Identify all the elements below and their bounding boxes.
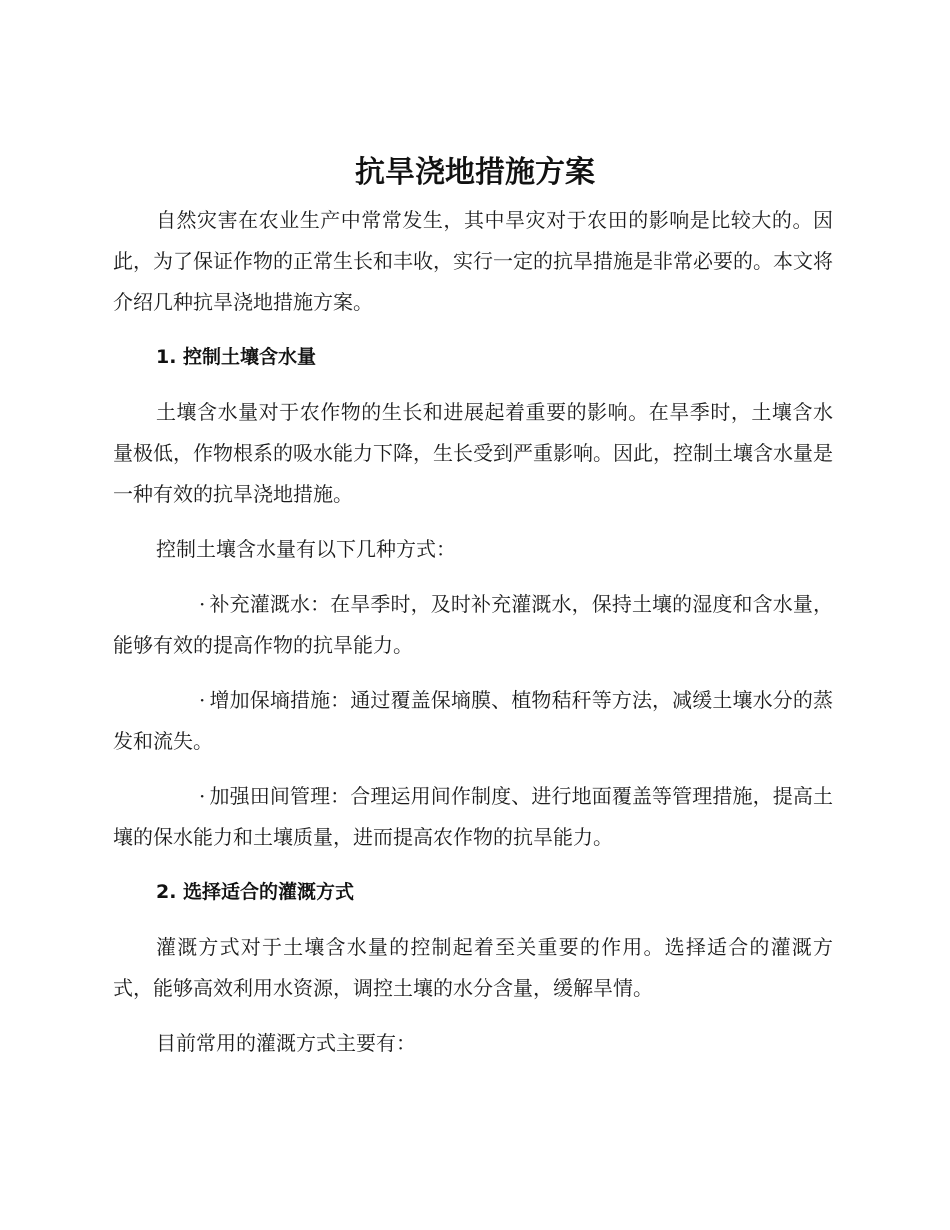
- document-body: [113, 200, 833, 1064]
- bullet-text: 加强田间管理：合理运用间作制度、进行地面覆盖等管理措施，提高土壤的保水能力和土壤质量，进而提高农作物的抗旱能力。: [113, 784, 833, 849]
- bullet-item: [113, 584, 833, 666]
- bullet-text: 补充灌溉水：在旱季时，及时补充灌溉水，保持土壤的湿度和含水量，能够有效的提高作物的抗旱能力。: [113, 592, 833, 657]
- bullet-item: [113, 680, 833, 762]
- section-1-paragraph-2: 控制土壤含水量有以下几种方式：: [156, 537, 456, 561]
- section-2-paragraph-2: 目前常用的灌溉方式主要有：: [156, 1031, 416, 1055]
- section-2-heading: 2. 选择适合的灌溉方式: [156, 881, 355, 903]
- section-1-heading: 1. 控制土壤含水量: [156, 346, 317, 368]
- document-title: 抗旱浇地措施方案: [355, 155, 595, 190]
- section-1-paragraph-1: 土壤含水量对于农作物的生长和进展起着重要的影响。在旱季时，土壤含水量极低，作物根系的吸水能力下降，生长受到严重影响。因此，控制土壤含水量是一种有效的抗旱浇地措施。: [113, 400, 833, 506]
- bullet-marker: ·: [199, 592, 206, 616]
- intro-paragraph: 自然灾害在农业生产中常常发生，其中旱灾对于农田的影响是比较大的。因此，为了保证作物的正常生长和丰收，实行一定的抗旱措施是非常必要的。本文将介绍几种抗旱浇地措施方案。: [113, 208, 833, 314]
- bullet-marker: ·: [199, 688, 206, 712]
- bullet-marker: ·: [199, 784, 206, 808]
- section-2-paragraph-1: 灌溉方式对于土壤含水量的控制起着至关重要的作用。选择适合的灌溉方式，能够高效利用水资源，调控土壤的水分含量，缓解旱情。: [113, 935, 833, 1000]
- bullet-text: 增加保墒措施：通过覆盖保墒膜、植物秸秆等方法，减缓土壤水分的蒸发和流失。: [113, 688, 833, 753]
- bullet-item: [113, 776, 833, 858]
